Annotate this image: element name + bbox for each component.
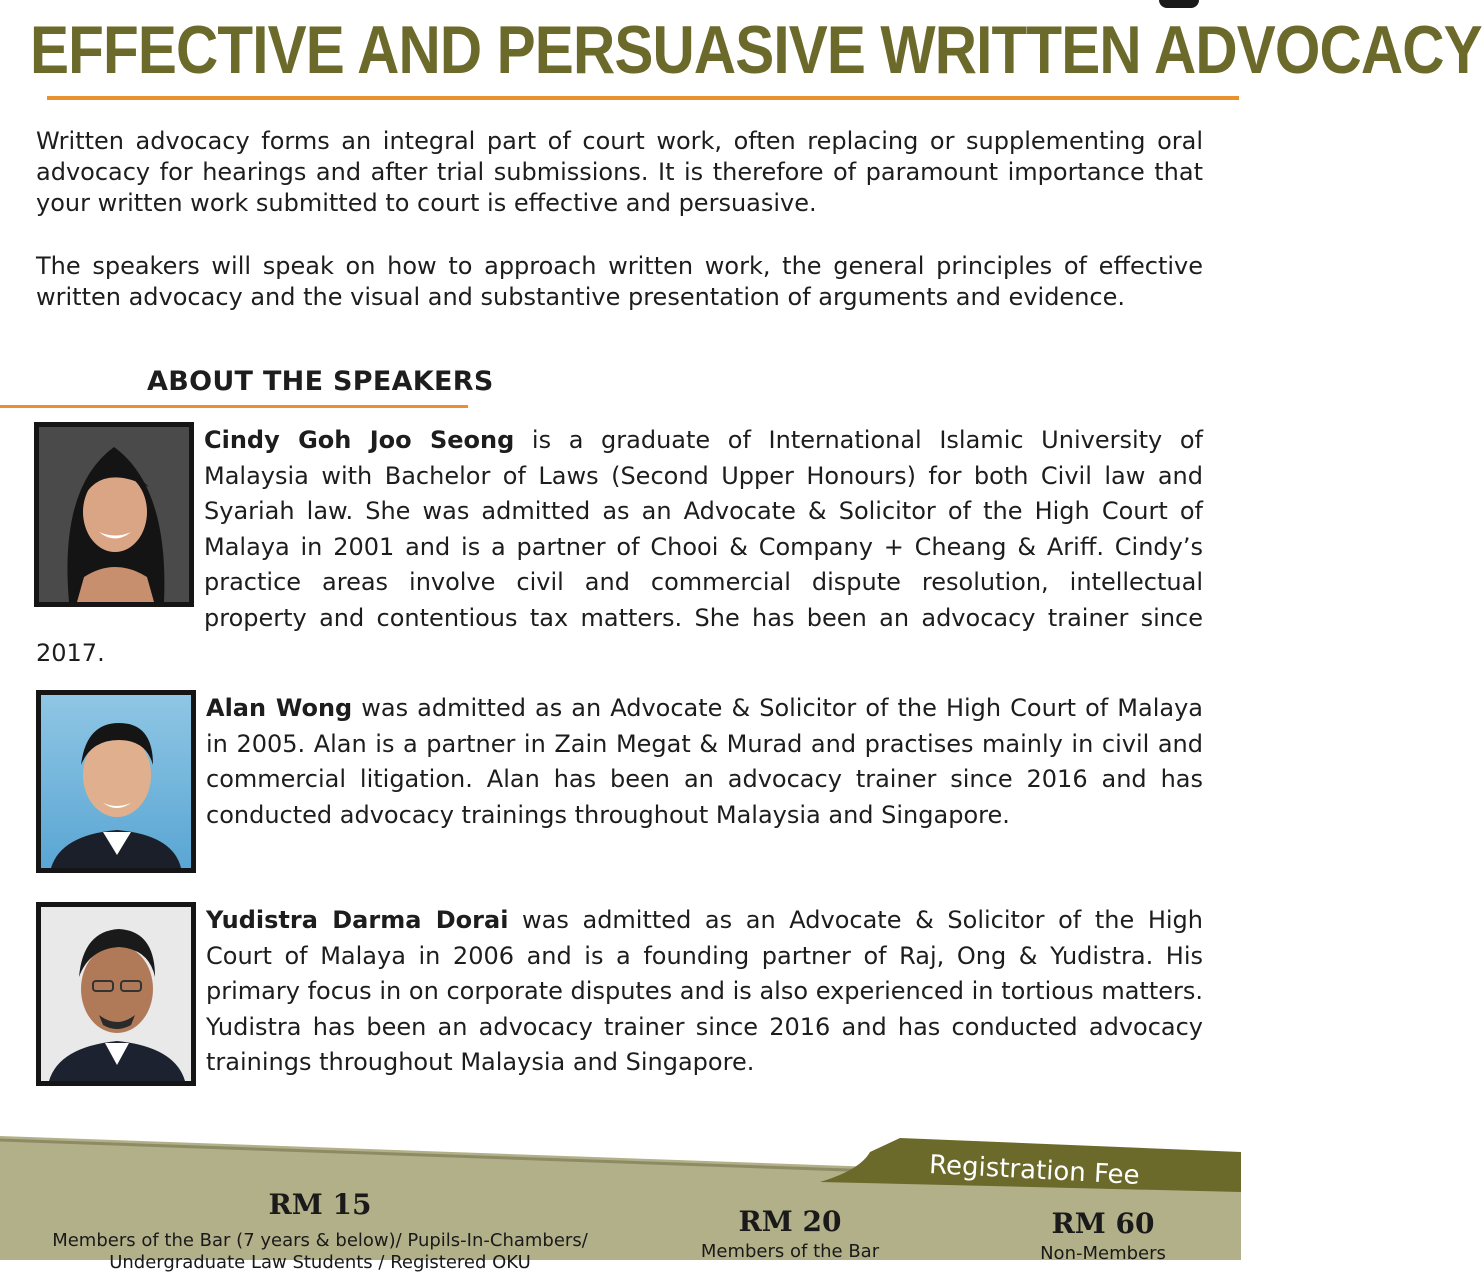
speakers-heading: ABOUT THE SPEAKERS xyxy=(147,366,494,397)
fee-desc-non-members: Non-Members xyxy=(1040,1243,1166,1264)
fee-desc-line-2: Undergraduate Law Students / Registered OKU xyxy=(109,1252,531,1273)
speaker-photo-yudistra xyxy=(36,902,196,1086)
page-title: EFFECTIVE AND PERSUASIVE WRITTEN ADVOCACY xyxy=(30,12,1482,88)
registration-fee-label: Registration Fee xyxy=(928,1150,1141,1191)
speaker-name-cindy: Cindy Goh Joo Seong xyxy=(204,426,515,454)
fee-desc-members: Members of the Bar xyxy=(700,1241,880,1262)
fee-amount-members: RM 20 xyxy=(738,1205,842,1238)
speaker-name-alan: Alan Wong xyxy=(206,694,353,722)
fee-desc-line-1: Members of the Bar (7 years & below)/ Pupils-In-Chambers/ xyxy=(52,1230,588,1251)
speaker-bio-text: was admitted as an Advocate & Solicitor of the High Court of Malaya in 2006 and is a founding partner of Raj, Ong & Yudistra. His primary focus in on corporate disputes and is also experienced in tortious matters. Yudistra has been an advocacy trainer since 2016 and has conducted advocacy trainings throughout Malaysia and Singapore. xyxy=(206,906,1203,1076)
speaker-photo-alan xyxy=(36,690,196,873)
speaker-bio-cindy xyxy=(36,423,1203,672)
title-divider xyxy=(47,96,1239,100)
intro-paragraph-1: Written advocacy forms an integral part of court work, often replacing or supplementing oral advocacy for hearings and after trial submissions. It is therefore of paramount importance that your written work submitted to court is effective and persuasive. xyxy=(36,127,1203,217)
speaker-name-yudistra: Yudistra Darma Dorai xyxy=(206,906,509,934)
intro-paragraph-2: The speakers will speak on how to approach written work, the general principles of effective written advocacy and the visual and substantive presentation of arguments and evidence. xyxy=(36,252,1203,311)
fee-desc-junior xyxy=(30,1230,610,1274)
logo-fragment xyxy=(1159,0,1199,8)
speakers-divider xyxy=(0,405,468,408)
speaker-bio-text: is a graduate of International Islamic University of Malaysia with Bachelor of Laws (Second Upper Honours) for both Civil law and Syariah law. She was admitted as an Advocate & Solicitor of the High Court of Malaya in 2001 and is a partner of Chooi & Company + Cheang & Ariff. Cindy’s practice areas involve civil and commercial dispute resolution, intellectual property and contentious tax matters. She has been an advocacy trainer since 2017. xyxy=(36,426,1203,667)
speaker-bio-yudistra xyxy=(206,903,1203,1081)
fee-amount-non-members: RM 60 xyxy=(1051,1207,1155,1240)
fee-amount-junior: RM 15 xyxy=(268,1188,372,1221)
speaker-bio-text: was admitted as an Advocate & Solicitor of the High Court of Malaya in 2005. Alan is a partner in Zain Megat & Murad and practises mainly in civil and commercial litigation. Alan has been an advocacy trainer since 2016 and has conducted advocacy trainings throughout Malaysia and Singapore. xyxy=(206,694,1203,829)
speaker-bio-alan xyxy=(206,691,1203,833)
